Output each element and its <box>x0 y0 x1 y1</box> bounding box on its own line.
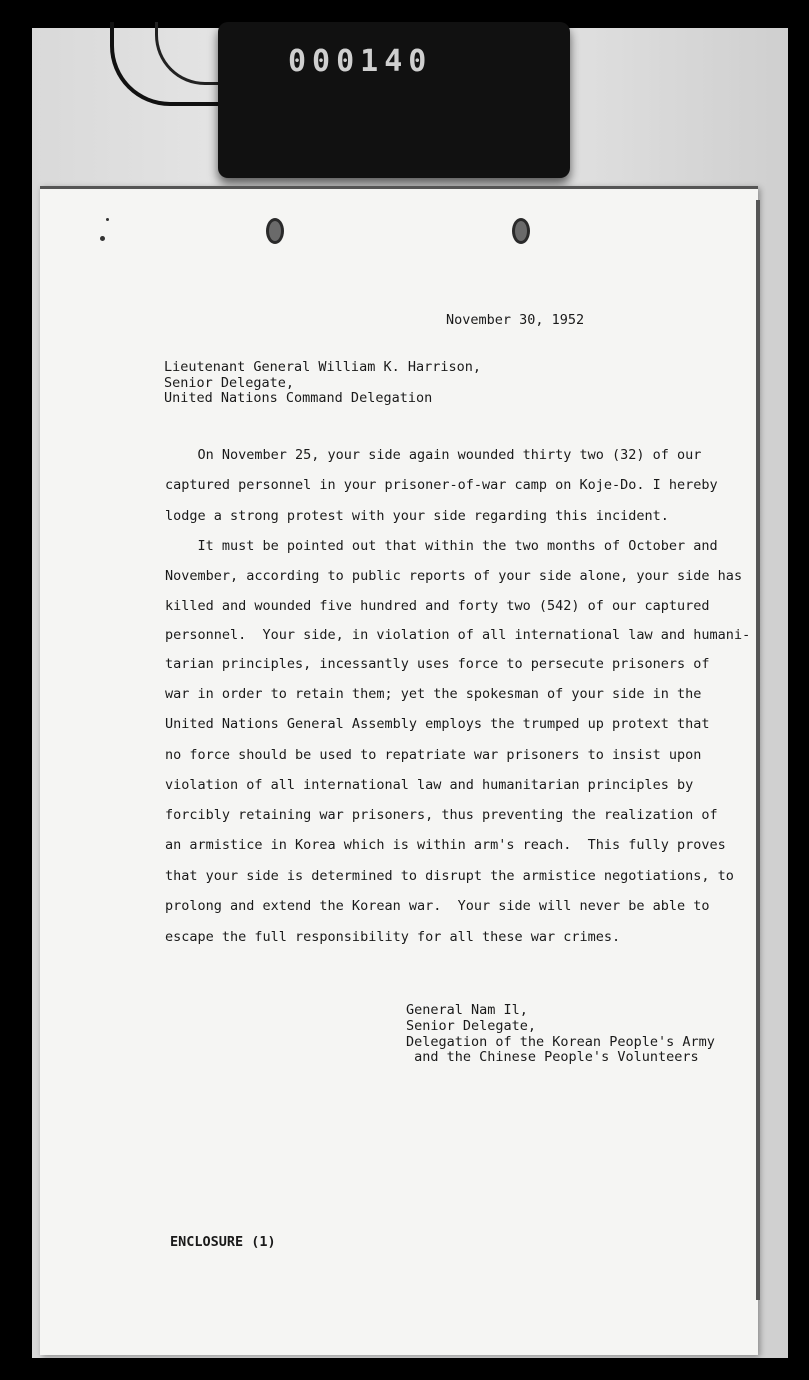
body-line: November, according to public reports of your side alone, your side has <box>165 568 743 584</box>
punch-hole-right <box>512 218 530 244</box>
paper-speck <box>100 236 105 241</box>
body-line: On November 25, your side again wounded thirty two (32) of our <box>165 447 702 463</box>
body-line: It must be pointed out that within the two months of October and <box>165 538 718 554</box>
body-line: escape the full responsibility for all these war crimes. <box>165 929 621 945</box>
body-line: tarian principles, incessantly uses force to persecute prisoners of <box>165 656 710 672</box>
addressee-organization: United Nations Command Delegation <box>164 390 433 406</box>
page-edge-shadow <box>756 200 760 1300</box>
body-line: an armistice in Korea which is within arm's reach. This fully proves <box>165 837 726 853</box>
body-line: United Nations General Assembly employs the trumped up protext that <box>165 716 710 732</box>
body-line: killed and wounded five hundred and forty two (542) of our captured <box>165 598 710 614</box>
frame-counter-digits: 000140 <box>288 44 433 79</box>
paper-speck <box>106 218 109 221</box>
punch-hole-left <box>266 218 284 244</box>
signatory-delegation-cont: and the Chinese People's Volunteers <box>406 1049 699 1065</box>
addressee-title: Senior Delegate, <box>164 375 295 391</box>
body-line: no force should be used to repatriate war prisoners to insist upon <box>165 747 702 763</box>
body-line: war in order to retain them; yet the spokesman of your side in the <box>165 686 702 702</box>
body-line: violation of all international law and humanitarian principles by <box>165 777 694 793</box>
body-line: lodge a strong protest with your side regarding this incident. <box>165 508 669 524</box>
body-line: prolong and extend the Korean war. Your side will never be able to <box>165 898 710 914</box>
addressee-name: Lieutenant General William K. Harrison, <box>164 359 481 375</box>
body-line: personnel. Your side, in violation of all international law and humani- <box>165 627 751 643</box>
body-line: captured personnel in your prisoner-of-war camp on Koje-Do. I hereby <box>165 477 718 493</box>
letter-date: November 30, 1952 <box>446 312 585 328</box>
signatory-name: General Nam Il, <box>406 1002 528 1018</box>
body-line: that your side is determined to disrupt the armistice negotiations, to <box>165 868 734 884</box>
signatory-delegation: Delegation of the Korean People's Army <box>406 1034 715 1050</box>
body-line: forcibly retaining war prisoners, thus preventing the realization of <box>165 807 718 823</box>
signatory-title: Senior Delegate, <box>406 1018 537 1034</box>
enclosure-label: ENCLOSURE (1) <box>170 1234 276 1250</box>
frame-counter-device <box>218 22 570 178</box>
